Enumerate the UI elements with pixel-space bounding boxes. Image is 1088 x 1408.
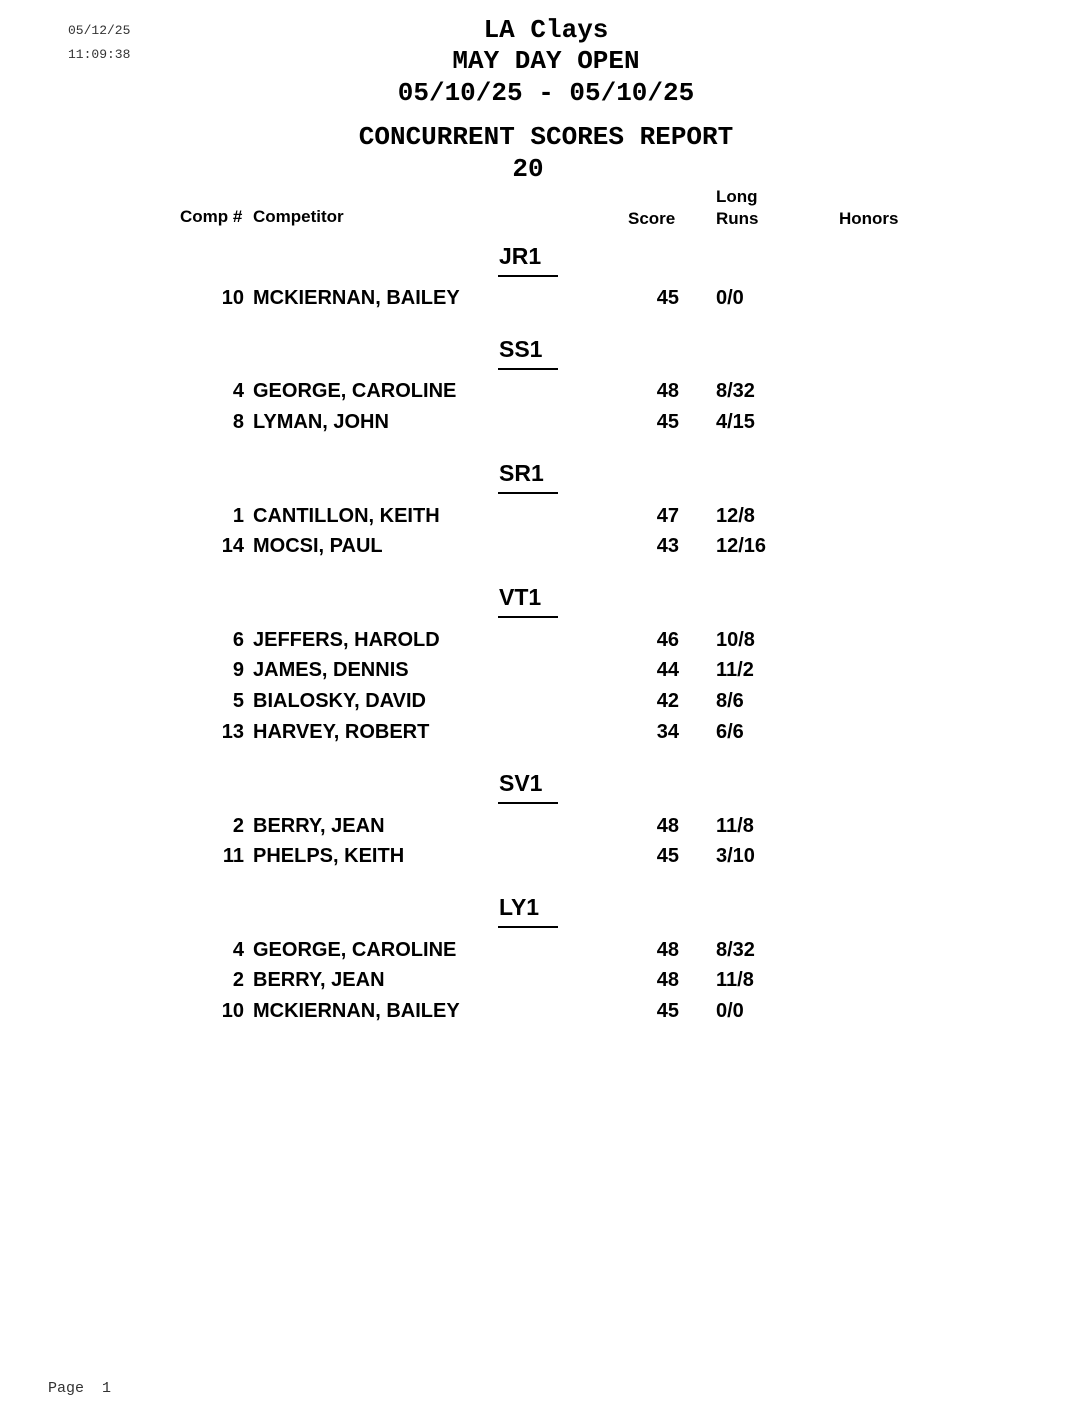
score-value: 48 xyxy=(656,815,679,837)
competitor-name: BERRY, JEAN xyxy=(253,815,385,837)
long-runs-value: 8/32 xyxy=(716,939,755,961)
column-header-honors: Honors xyxy=(839,209,899,228)
report-number: 20 xyxy=(512,154,544,184)
competitor-name: LYMAN, JOHN xyxy=(253,411,389,433)
page-label: Page xyxy=(48,1380,85,1397)
long-runs-value: 12/8 xyxy=(716,505,755,527)
table-row xyxy=(0,843,1088,869)
column-header-comp: Comp # xyxy=(180,207,243,226)
long-runs-value: 11/8 xyxy=(716,815,754,837)
column-header-long: Long xyxy=(716,187,758,206)
report-title: CONCURRENT SCORES REPORT xyxy=(358,122,734,152)
event-name: MAY DAY OPEN xyxy=(452,46,640,76)
score-value: 45 xyxy=(656,1000,679,1022)
score-value: 48 xyxy=(656,380,679,402)
event-dates: 05/10/25 - 05/10/25 xyxy=(397,78,695,108)
group-title-sv1: SV1 xyxy=(498,770,558,804)
long-runs-value: 6/6 xyxy=(716,721,744,743)
long-runs-value: 8/32 xyxy=(716,380,755,402)
table-row xyxy=(0,409,1088,435)
group-title-ss1: SS1 xyxy=(498,336,558,370)
long-runs-value: 0/0 xyxy=(716,1000,744,1022)
group-title-sr1: SR1 xyxy=(498,460,558,494)
score-value: 43 xyxy=(656,535,679,557)
long-runs-value: 11/2 xyxy=(716,659,754,681)
club-name: LA Clays xyxy=(483,15,609,45)
comp-number: 10 xyxy=(221,287,244,309)
group-title-jr1: JR1 xyxy=(498,243,558,277)
long-runs-value: 0/0 xyxy=(716,287,744,309)
score-value: 34 xyxy=(656,721,679,743)
competitor-name: JAMES, DENNIS xyxy=(253,659,409,681)
comp-number: 11 xyxy=(222,845,244,867)
column-header-competitor: Competitor xyxy=(253,207,344,226)
comp-number: 13 xyxy=(221,721,244,743)
comp-number: 4 xyxy=(232,380,244,402)
page-number: 1 xyxy=(102,1380,112,1397)
competitor-name: JEFFERS, HAROLD xyxy=(253,629,440,651)
long-runs-value: 4/15 xyxy=(716,411,755,433)
comp-number: 9 xyxy=(232,659,244,681)
comp-number: 2 xyxy=(232,815,244,837)
competitor-name: HARVEY, ROBERT xyxy=(253,721,430,743)
long-runs-value: 3/10 xyxy=(716,845,755,867)
column-header-runs: Runs xyxy=(716,209,759,228)
comp-number: 8 xyxy=(232,411,244,433)
competitor-name: BIALOSKY, DAVID xyxy=(253,690,426,712)
competitor-name: MOCSI, PAUL xyxy=(253,535,383,557)
comp-number: 6 xyxy=(232,629,244,651)
competitor-name: MCKIERNAN, BAILEY xyxy=(253,287,460,309)
table-row xyxy=(0,688,1088,714)
long-runs-value: 12/16 xyxy=(716,535,767,557)
long-runs-value: 10/8 xyxy=(716,629,755,651)
competitor-name: CANTILLON, KEITH xyxy=(253,505,440,527)
table-row xyxy=(0,937,1088,963)
score-value: 45 xyxy=(656,411,679,433)
page-footer xyxy=(48,1380,111,1397)
competitor-name: GEORGE, CAROLINE xyxy=(253,939,457,961)
comp-number: 4 xyxy=(232,939,244,961)
competitor-name: BERRY, JEAN xyxy=(253,969,385,991)
column-header-score: Score xyxy=(628,209,676,228)
comp-number: 14 xyxy=(221,535,244,557)
table-row xyxy=(0,967,1088,993)
comp-number: 10 xyxy=(221,1000,244,1022)
table-row xyxy=(0,503,1088,529)
competitor-name: PHELPS, KEITH xyxy=(253,845,405,867)
score-value: 46 xyxy=(656,629,679,651)
group-title-ly1: LY1 xyxy=(498,894,558,928)
table-row xyxy=(0,533,1088,559)
competitor-name: GEORGE, CAROLINE xyxy=(253,380,457,402)
table-row xyxy=(0,657,1088,683)
long-runs-value: 8/6 xyxy=(716,690,744,712)
score-value: 42 xyxy=(656,690,679,712)
group-title-vt1: VT1 xyxy=(498,584,558,618)
table-row xyxy=(0,719,1088,745)
long-runs-value: 11/8 xyxy=(716,969,754,991)
comp-number: 1 xyxy=(232,505,244,527)
score-value: 48 xyxy=(656,969,679,991)
comp-number: 2 xyxy=(232,969,244,991)
table-row xyxy=(0,813,1088,839)
score-value: 45 xyxy=(656,287,679,309)
score-value: 47 xyxy=(656,505,679,527)
print-date: 05/12/25 xyxy=(68,23,131,38)
score-value: 45 xyxy=(656,845,679,867)
table-row xyxy=(0,378,1088,404)
table-row xyxy=(0,627,1088,653)
comp-number: 5 xyxy=(232,690,244,712)
score-value: 44 xyxy=(656,659,679,681)
table-row xyxy=(0,285,1088,311)
score-value: 48 xyxy=(656,939,679,961)
competitor-name: MCKIERNAN, BAILEY xyxy=(253,1000,460,1022)
print-time: 11:09:38 xyxy=(68,47,131,62)
table-row xyxy=(0,998,1088,1024)
